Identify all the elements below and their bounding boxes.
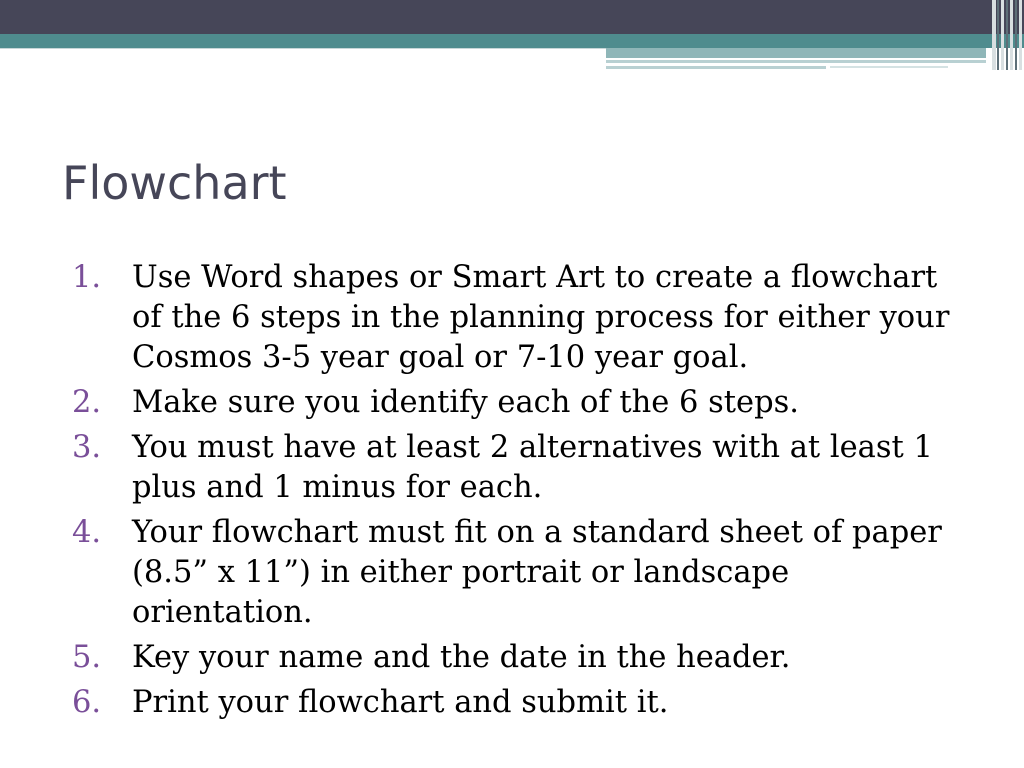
list-item [72,383,972,423]
list-item [72,258,972,378]
banner-stripe [1019,0,1022,70]
list-item-text: Your flowchart must fit on a standard sheet of paper (8.5” x 11”) in either portrait or landscape orientation. [132,515,942,630]
list-item-number: 3. [72,430,102,465]
list-item [72,513,972,633]
banner-tail-line [606,66,826,69]
banner-tail-line [830,66,948,68]
banner-tail-line [606,60,986,63]
instruction-list [72,258,972,728]
banner-stripe [1001,0,1004,70]
banner-stripe [997,0,999,70]
banner-stripe [1010,0,1013,70]
slide-title: Flowchart [62,156,287,210]
list-item-number: 4. [72,515,102,550]
list-item [72,683,972,723]
list-item-number: 2. [72,385,102,420]
list-item-text: Use Word shapes or Smart Art to create a flowchart of the 6 steps in the planning process for either your Cosmos 3-5 year goal or 7-10 year goal. [132,260,950,375]
list-item [72,638,972,678]
banner-dark-band [0,0,1024,34]
list-item-number: 1. [72,260,102,295]
banner-stripe [1015,0,1017,70]
banner-teal-band [0,34,1024,48]
list-item-number: 6. [72,685,102,720]
list-item-text: Make sure you identify each of the 6 steps. [132,385,799,420]
banner-tail-band [606,48,986,58]
list-item [72,428,972,508]
list-item-number: 5. [72,640,102,675]
banner-stripe [1006,0,1008,70]
list-item-text: You must have at least 2 alternatives with at least 1 plus and 1 minus for each. [132,430,933,505]
banner-light-line [0,48,606,49]
list-item-text: Key your name and the date in the header. [132,640,791,675]
list-item-text: Print your flowchart and submit it. [132,685,669,720]
banner-stripe [992,0,996,70]
